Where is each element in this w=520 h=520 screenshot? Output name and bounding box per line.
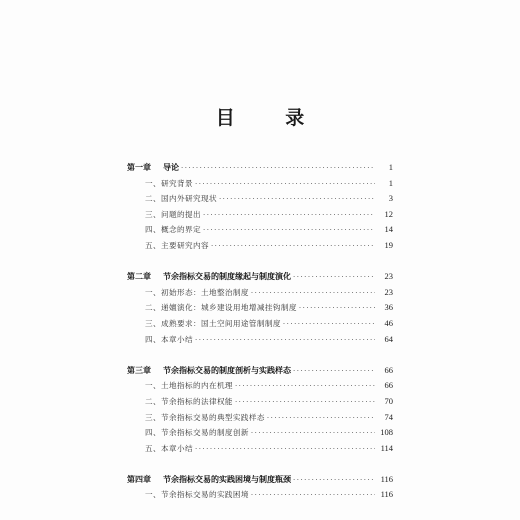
toc-section-entry[interactable] bbox=[127, 487, 393, 503]
section-title: 二、递嬗演化：城乡建设用地增减挂钩制度 bbox=[145, 303, 297, 313]
page-number: 1 bbox=[388, 162, 393, 172]
page-number: 36 bbox=[384, 302, 393, 313]
chapter-number: 第二章 bbox=[127, 272, 151, 282]
section-title: 三、成熟要求：国土空间用途管制制度 bbox=[145, 318, 281, 328]
toc-heading: 目 录 bbox=[215, 107, 327, 129]
page-number: 3 bbox=[388, 193, 393, 204]
toc-section-entry[interactable] bbox=[127, 300, 393, 316]
page-number: 23 bbox=[384, 286, 393, 297]
section-title: 二、国内外研究现状 bbox=[145, 194, 217, 204]
section-title: 五、主要研究内容 bbox=[145, 240, 209, 250]
chapter-number: 第一章 bbox=[127, 163, 151, 172]
dot-leader bbox=[293, 270, 375, 286]
page-number: 74 bbox=[384, 411, 393, 422]
page-number: 116 bbox=[380, 473, 393, 484]
page-number: 64 bbox=[384, 333, 393, 344]
chapter-number: 第四章 bbox=[127, 474, 151, 484]
page-number: 46 bbox=[384, 317, 393, 328]
dot-leader bbox=[283, 317, 375, 333]
toc-chapter-entry[interactable] bbox=[127, 269, 393, 285]
dot-leader bbox=[181, 161, 375, 177]
page-number: 12 bbox=[384, 208, 393, 219]
toc-section-entry[interactable] bbox=[127, 316, 393, 332]
toc-section-entry[interactable] bbox=[127, 425, 393, 441]
section-title: 四、概念的界定 bbox=[145, 225, 201, 235]
chapter-title: 节余指标交易的制度缘起与制度演化 bbox=[163, 272, 291, 282]
page-number: 116 bbox=[380, 489, 393, 500]
dot-leader bbox=[299, 301, 375, 317]
spacer bbox=[127, 347, 393, 363]
chapter-title: 节余指标交易的制度剖析与实践样态 bbox=[163, 365, 291, 375]
dot-leader bbox=[235, 395, 375, 411]
dot-leader bbox=[195, 333, 375, 349]
section-title: 四、节余指标交易的制度创新 bbox=[145, 428, 249, 438]
page-number: 108 bbox=[380, 427, 393, 438]
chapter-number: 第三章 bbox=[127, 365, 151, 375]
page-number: 70 bbox=[384, 395, 393, 406]
toc-section-entry[interactable] bbox=[127, 441, 393, 457]
toc-chapter-entry[interactable] bbox=[127, 363, 393, 379]
table-of-contents bbox=[127, 160, 393, 503]
dot-leader bbox=[293, 473, 375, 489]
toc-section-entry[interactable] bbox=[127, 332, 393, 348]
section-title: 三、问题的提出 bbox=[145, 209, 201, 219]
page-number: 66 bbox=[384, 364, 393, 375]
section-title: 五、本章小结 bbox=[145, 443, 193, 453]
toc-section-entry[interactable] bbox=[127, 176, 393, 192]
toc-section-entry[interactable] bbox=[127, 238, 393, 254]
dot-leader bbox=[219, 192, 375, 208]
dot-leader bbox=[195, 442, 375, 458]
toc-section-entry[interactable] bbox=[127, 410, 393, 426]
toc-section-entry[interactable] bbox=[127, 207, 393, 223]
toc-section-entry[interactable] bbox=[127, 394, 393, 410]
section-title: 四、本章小结 bbox=[145, 334, 193, 344]
page-number: 1 bbox=[388, 177, 393, 188]
page-number: 66 bbox=[384, 380, 393, 391]
dot-leader bbox=[251, 286, 375, 302]
dot-leader bbox=[203, 208, 375, 224]
page-number: 114 bbox=[380, 442, 393, 453]
dot-leader bbox=[203, 223, 375, 239]
dot-leader bbox=[251, 488, 375, 504]
section-title: 一、初始形态：土地整治制度 bbox=[145, 287, 249, 297]
toc-section-entry[interactable] bbox=[127, 191, 393, 207]
chapter-title: 导论 bbox=[163, 163, 179, 172]
section-title: 三、节余指标交易的典型实践样态 bbox=[145, 412, 265, 422]
dot-leader bbox=[211, 239, 375, 255]
toc-section-entry[interactable] bbox=[127, 285, 393, 301]
section-title: 一、土地指标的内在机理 bbox=[145, 381, 233, 391]
dot-leader bbox=[251, 426, 375, 442]
chapter-title: 节余指标交易的实践困境与制度瓶颈 bbox=[163, 474, 291, 484]
toc-section-entry[interactable] bbox=[127, 378, 393, 394]
toc-chapter-entry[interactable] bbox=[127, 472, 393, 488]
toc-section-entry[interactable] bbox=[127, 222, 393, 238]
dot-leader bbox=[293, 364, 375, 380]
dot-leader bbox=[235, 379, 375, 395]
dot-leader bbox=[267, 411, 375, 427]
spacer bbox=[127, 456, 393, 472]
section-title: 一、节余指标交易的实践困境 bbox=[145, 490, 249, 500]
toc-chapter-entry[interactable] bbox=[127, 160, 393, 176]
dot-leader bbox=[195, 177, 375, 193]
spacer bbox=[127, 254, 393, 270]
page-number: 14 bbox=[384, 224, 393, 235]
page-number: 19 bbox=[384, 239, 393, 250]
section-title: 二、节余指标的法律权能 bbox=[145, 396, 233, 406]
page-number: 23 bbox=[384, 271, 393, 282]
section-title: 一、研究背景 bbox=[145, 178, 193, 188]
